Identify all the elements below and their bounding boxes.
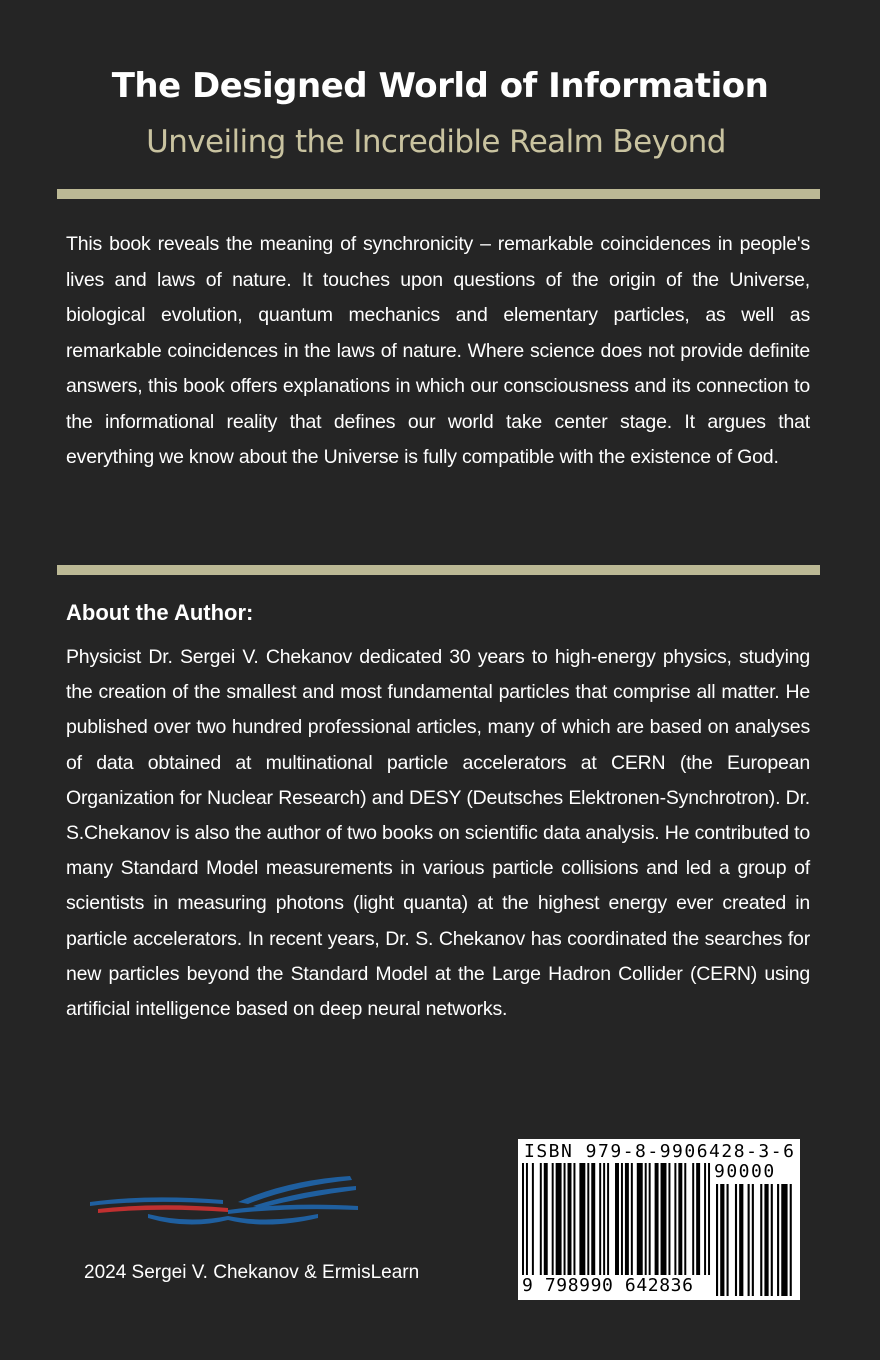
about-author-heading: About the Author: [66,600,254,625]
isbn-label: ISBN 979-8-9906428-3-6 [524,1141,796,1162]
book-title: The Designed World of Information [111,66,769,106]
barcode-bars [522,1163,712,1275]
divider-middle [57,565,820,575]
price-addon-code: 90000 [714,1161,776,1182]
ean-number: 9 798990 642836 [522,1275,694,1296]
isbn-barcode [518,1139,800,1300]
book-description: This book reveals the meaning of synchronicity – remarkable coincidences in people's lives and laws of nature. It touches upon questions of the origin of the Universe, biological evolution, quantum mechanics and elementary particles, as well as remarkable coincidences in the laws of nature. Where science does not provide definite answers, this book offers explanations in which our consciousness and its connection to the informational reality that defines our world take center stage. It argues that everything we know about the Universe is fully compatible with the existence of God. [66,233,810,468]
copyright-notice: 2024 Sergei V. Chekanov & ErmisLearn [84,1262,420,1283]
about-author-text: Physicist Dr. Sergei V. Chekanov dedicated 30 years to high-energy physics, studying the creation of the smallest and most fundamental particles that comprise all matter. He published over two hundred professional articles, many of which are based on analyses of data obtained at multinational particle accelerators at CERN (the European Organization for Nuclear Research) and DESY (Deutsches Elektronen-Synchrotron). Dr. S.Chekanov is also the author of two books on scientific data analysis. He contributed to many Standard Model measurements in various particle collisions and led a group of scientists in measuring photons (light quanta) at the highest energy ever created in particle accelerators. In recent years, Dr. S. Chekanov has coordinated the searches for new particles beyond the Standard Model at the Large Hadron Collider (CERN) using artificial intelligence based on deep neural networks. [66,646,810,1021]
book-subtitle: Unveiling the Incredible Realm Beyond [146,124,726,160]
open-book-logo-icon [88,1172,368,1232]
divider-top [57,189,820,199]
addon-barcode-bars [716,1184,796,1296]
